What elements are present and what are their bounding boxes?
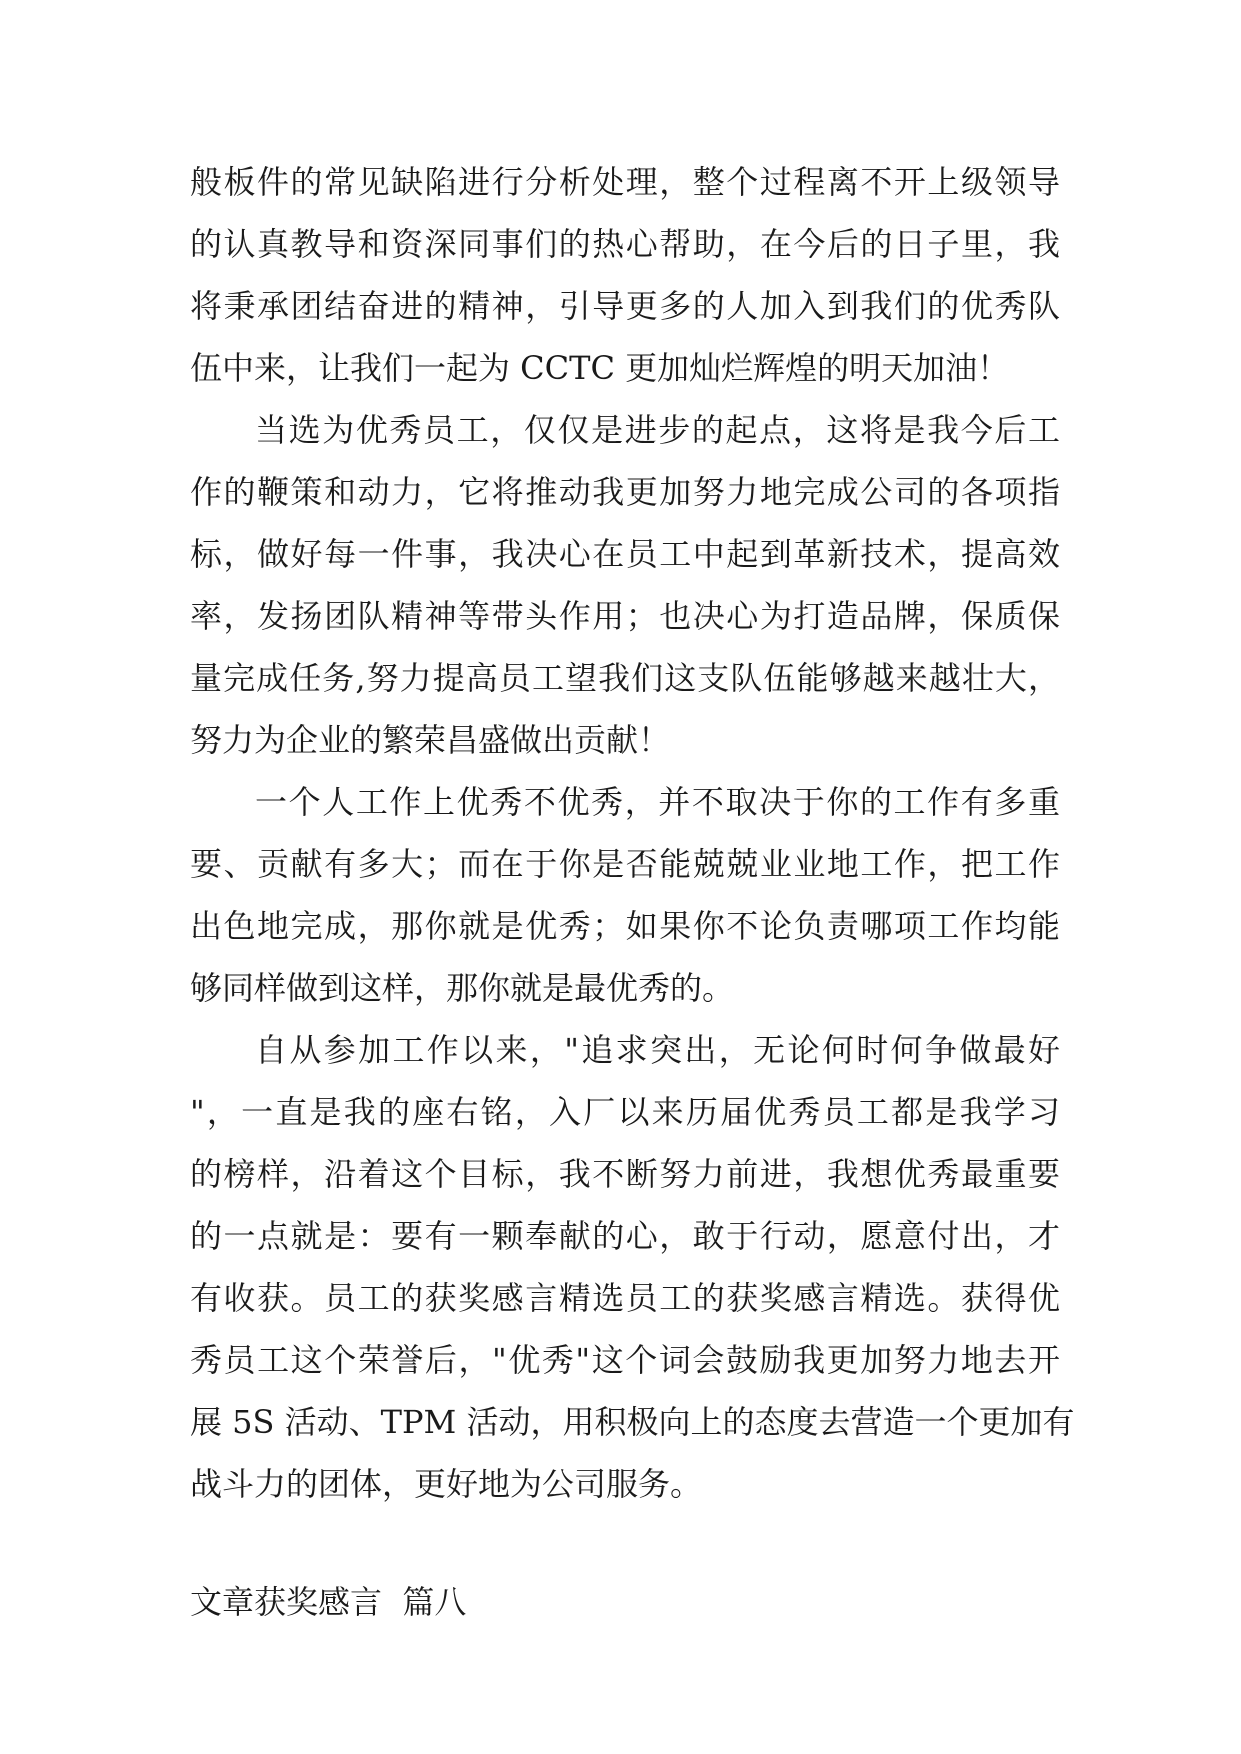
text-line: 般板件的常见缺陷进行分析处理，整个过程离不开上级领导 xyxy=(190,163,1060,201)
text-line: 秀员工这个荣誉后，"优秀"这个词会鼓励我更加努力地去开 xyxy=(190,1341,1060,1379)
text-line: 将秉承团结奋进的精神，引导更多的人加入到我们的优秀队 xyxy=(190,287,1060,325)
text-line: "，一直是我的座右铭，入厂以来历届优秀员工都是我学习 xyxy=(190,1093,1060,1131)
text-line: 有收获。员工的获奖感言精选员工的获奖感言精选。获得优 xyxy=(190,1279,1060,1317)
paragraph-first-line: 一个人工作上优秀不优秀，并不取决于你的工作有多重 xyxy=(255,783,1060,821)
text-line: 战斗力的团体，更好地为公司服务。 xyxy=(190,1465,703,1503)
text-line: 努力为企业的繁荣昌盛做出贡献！ xyxy=(190,721,671,759)
text-line: 作的鞭策和动力，它将推动我更加努力地完成公司的各项指 xyxy=(190,473,1060,511)
section-heading: 文章获奖感言 篇八 xyxy=(190,1583,467,1621)
text-line: 要、贡献有多大；而在于你是否能兢兢业业地工作，把工作 xyxy=(190,845,1060,883)
text-line: 的认真教导和资深同事们的热心帮助，在今后的日子里，我 xyxy=(190,225,1060,263)
text-line: 出色地完成，那你就是优秀；如果你不论负责哪项工作均能 xyxy=(190,907,1060,945)
text-line: 量完成任务,努力提高员工望我们这支队伍能够越来越壮大， xyxy=(190,659,1060,697)
text-line: 展 5S 活动、TPM 活动，用积极向上的态度去营造一个更加有 xyxy=(190,1403,1075,1441)
text-line: 伍中来，让我们一起为 CCTC 更加灿烂辉煌的明天加油！ xyxy=(190,349,1010,387)
text-line: 标，做好每一件事，我决心在员工中起到革新技术，提高效 xyxy=(190,535,1060,573)
text-line: 够同样做到这样，那你就是最优秀的。 xyxy=(190,969,735,1007)
paragraph-first-line: 当选为优秀员工，仅仅是进步的起点，这将是我今后工 xyxy=(255,411,1060,449)
paragraph-first-line: 自从参加工作以来，"追求突出，无论何时何争做最好 xyxy=(255,1031,1060,1069)
text-line: 的榜样，沿着这个目标，我不断努力前进，我想优秀最重要 xyxy=(190,1155,1060,1193)
text-line: 的一点就是：要有一颗奉献的心，敢于行动，愿意付出，才 xyxy=(190,1217,1060,1255)
text-line: 率，发扬团队精神等带头作用；也决心为打造品牌，保质保 xyxy=(190,597,1060,635)
